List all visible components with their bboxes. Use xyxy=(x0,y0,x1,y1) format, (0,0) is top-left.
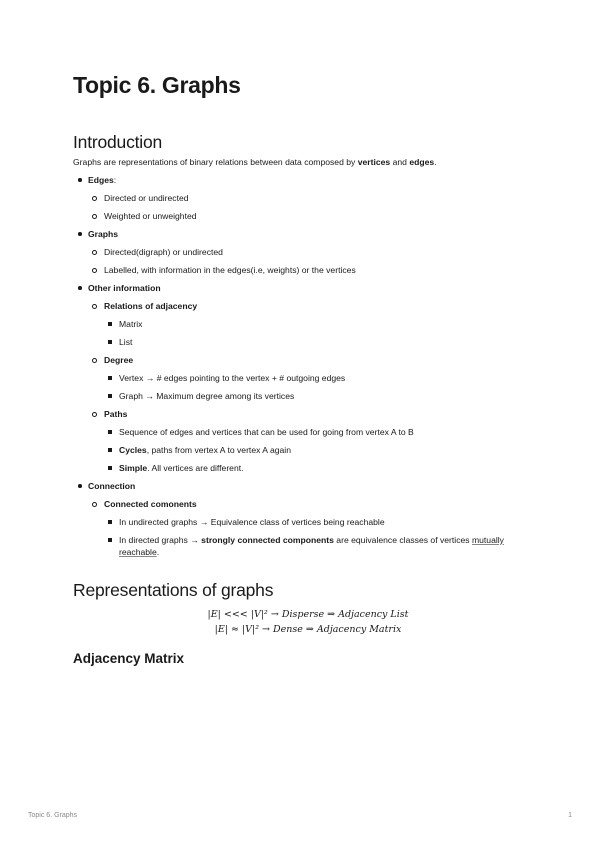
page-number: 1 xyxy=(568,812,572,819)
list-item: Sequence of edges and vertices that can be used for going from vertex A to B xyxy=(119,427,414,437)
list-item-connection: Connection Connected comonents In undirected graphs → Equivalence class of vertices being reachable In directed graphs → strongly connected components are equivalence classes of vertices mutually reachable. xyxy=(73,480,543,558)
list-item-edges: Edges: Directed or undirected Weighted or unweighted xyxy=(73,174,543,222)
subsection-heading-adjacency-matrix: Adjacency Matrix xyxy=(73,651,185,666)
list-item-degree: Degree Vertex → # edges pointing to the vertex + # outgoing edges Graph → Maximum degree among its vertices xyxy=(88,354,543,402)
list-item: Simple. All vertices are different. xyxy=(119,463,244,473)
formula-dense: |E| ≈ |V|² → Dense ⇒ Adjacency Matrix xyxy=(214,624,402,635)
intro-paragraph: Graphs are representations of binary relations between data composed by vertices and edges. xyxy=(73,157,437,167)
underlined-text: mutually reachable xyxy=(119,535,504,557)
section-heading-representations: Representations of graphs xyxy=(73,580,274,600)
list-item-other-information: Other information Relations of adjacency Matrix List Degree Vertex → # edges pointing to the vertex + # outgoing edges Graph → Maximum degree among its vertices Paths Sequence of edges and vertices that can be used for going from vertex A to B Cycles, paths from vertex A to vertex A again Simple. All vertices are different. xyxy=(73,282,543,474)
list-item: Directed(digraph) or undirected xyxy=(104,247,223,257)
footer-title: Topic 6. Graphs xyxy=(28,812,78,819)
list-item-connected-components: Connected comonents In undirected graphs → Equivalence class of vertices being reachable In directed graphs → strongly connected components are equivalence classes of vertices mutually reachable. xyxy=(88,498,543,558)
list-item: Labelled, with information in the edges(i.e, weights) or the vertices xyxy=(104,265,356,275)
list-item-adjacency: Relations of adjacency Matrix List xyxy=(88,300,543,348)
list-item: Graph → Maximum degree among its vertices xyxy=(119,391,295,401)
list-item: In directed graphs → strongly connected components are equivalence classes of vertices mutually reachable. xyxy=(119,535,504,557)
list-item: Vertex → # edges pointing to the vertex + # outgoing edges xyxy=(119,373,346,383)
section-heading-introduction: Introduction xyxy=(73,132,163,152)
list-item: In undirected graphs → Equivalence class of vertices being reachable xyxy=(119,517,385,527)
list-item: Cycles, paths from vertex A to vertex A again xyxy=(119,445,291,455)
list-item: Directed or undirected xyxy=(104,193,189,203)
formula-sparse: |E| <<< |V|² → Disperse ⇒ Adjacency List xyxy=(207,609,409,620)
list-item-graphs: Graphs Directed(digraph) or undirected Labelled, with information in the edges(i.e, weights) or the vertices xyxy=(73,228,543,276)
main-bullet-list xyxy=(73,174,543,558)
list-item-paths: Paths Sequence of edges and vertices that can be used for going from vertex A to B Cycles, paths from vertex A to vertex A again Simple. All vertices are different. xyxy=(88,408,543,474)
list-item: Matrix xyxy=(119,319,143,329)
page-title: Topic 6. Graphs xyxy=(73,72,241,98)
list-item: Weighted or unweighted xyxy=(104,211,197,221)
list-item: List xyxy=(119,337,133,347)
